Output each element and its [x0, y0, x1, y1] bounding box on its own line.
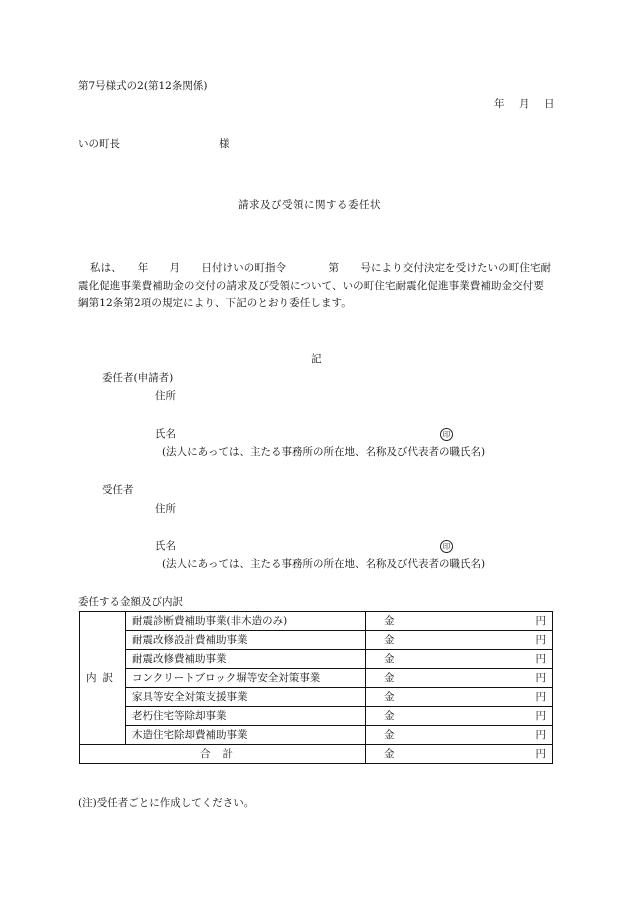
ki-label: 記	[311, 353, 322, 365]
yen-label: 円	[535, 748, 546, 760]
table-row	[80, 612, 553, 631]
table-row	[80, 688, 553, 707]
table-row	[80, 707, 553, 726]
yen-label: 円	[535, 691, 546, 703]
delegator-name-label: 氏名	[155, 428, 176, 440]
addressee-name: いの町長	[78, 138, 120, 150]
table-row	[80, 726, 553, 745]
kin-label: 金	[384, 709, 395, 722]
item-name: 耐震改修費補助事業	[126, 650, 366, 669]
addressee-honorific: 様	[219, 138, 230, 150]
kin-label: 金	[384, 747, 395, 760]
kin-label: 金	[384, 652, 395, 665]
yen-label: 円	[535, 672, 546, 684]
kin-label: 金	[384, 633, 395, 646]
kin-label: 金	[384, 614, 395, 627]
table-row	[80, 631, 553, 650]
yen-label: 円	[535, 634, 546, 646]
delegate-seal-icon: 印	[440, 540, 453, 553]
item-name: 耐震改修設計費補助事業	[126, 631, 366, 650]
category-label: 内訳	[80, 612, 126, 745]
total-row	[80, 745, 553, 764]
delegator-seal-icon: 印	[440, 428, 453, 441]
table-row	[80, 650, 553, 669]
amount-cell	[366, 726, 553, 745]
footnote: (注)受任者ごとに作成してください。	[78, 797, 255, 809]
item-name: 耐震診断費補助事業(非木造のみ)	[126, 612, 366, 631]
delegate-note: (法人にあっては、主たる事務所の所在地、名称及び代表者の職氏名)	[162, 558, 486, 570]
delegate-heading: 受任者	[102, 484, 134, 496]
kin-label: 金	[384, 690, 395, 703]
yen-label: 円	[535, 615, 546, 627]
amount-cell	[366, 669, 553, 688]
item-name: 木造住宅除却費補助事業	[126, 726, 366, 745]
yen-label: 円	[535, 729, 546, 741]
amount-cell	[366, 631, 553, 650]
total-amount-cell	[366, 745, 553, 764]
total-label: 合計	[80, 745, 366, 764]
breakdown-table	[79, 611, 553, 764]
delegate-name-label: 氏名	[155, 540, 176, 552]
amount-cell	[366, 650, 553, 669]
amount-cell	[366, 612, 553, 631]
item-name: 老朽住宅等除却事業	[126, 707, 366, 726]
breakdown-heading: 委任する金額及び内訳	[78, 596, 183, 608]
form-number: 第7号様式の2(第12条関係)	[78, 80, 208, 92]
amount-cell	[366, 688, 553, 707]
date-line: 年 月 日	[494, 98, 557, 110]
delegator-address-label: 住所	[155, 390, 176, 402]
document-title: 請求及び受領に関する委任状	[238, 199, 381, 211]
body-paragraph: 私は、 年 月 日付けいの町指令 第 号により交付決定を受けたいの町住宅耐震化促進事業費補助金の交付の請求及び受領について、いの町住宅耐震化促進事業費補助金交付要綱第12条第2項の規定により、下記のとおり委任します。	[78, 262, 552, 309]
kin-label: 金	[384, 671, 395, 684]
yen-label: 円	[535, 710, 546, 722]
yen-label: 円	[535, 653, 546, 665]
delegator-heading: 委任者(申請者)	[102, 372, 174, 384]
item-name: コンクリートブロック塀等安全対策事業	[126, 669, 366, 688]
delegate-address-label: 住所	[155, 503, 176, 515]
item-name: 家具等安全対策支援事業	[126, 688, 366, 707]
kin-label: 金	[384, 728, 395, 741]
delegator-note: (法人にあっては、主たる事務所の所在地、名称及び代表者の職氏名)	[162, 446, 486, 458]
table-row	[80, 669, 553, 688]
amount-cell	[366, 707, 553, 726]
